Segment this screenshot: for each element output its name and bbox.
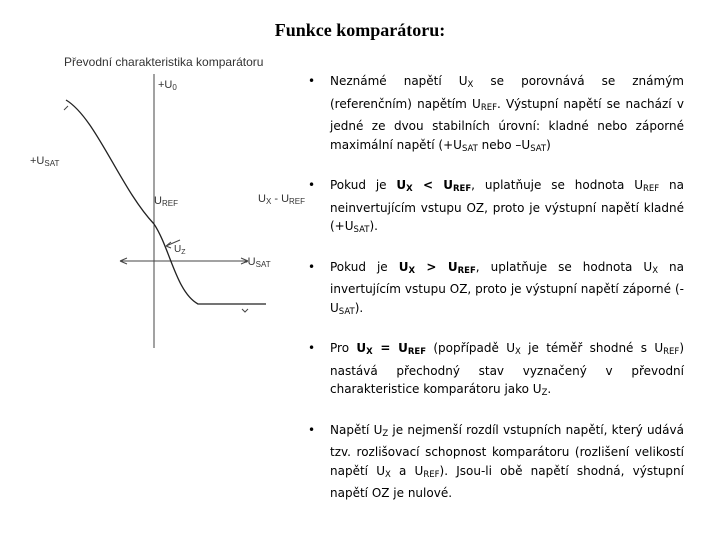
label-uz: $U_Z$	[174, 244, 186, 256]
label-plus-sat: +USAT	[30, 155, 60, 168]
figure-caption: Převodní charakteristika komparátoru	[64, 55, 264, 69]
curve-arrow-icon	[242, 309, 248, 312]
bullet-item: • Pokud je $U_X < U_{REF}$, uplatňuje se hodnota $U_{REF}$ na neinvertujícím vstupu OZ, proto je výstupní napětí kladné $(+U_{SAT})$.	[306, 176, 684, 240]
label-uref: UREF	[154, 195, 178, 208]
transfer-characteristic-figure	[8, 48, 306, 348]
bullet-item: • Neznámé napětí $U_X$ se porovnává se známým (referenčním) napětím $U_{REF}$. Výstupní napětí se nachází v jedné ze dvou stabilních úrovní: kladné nebo záporné maximální napětí ($+U_{SAT}$ nebo $-U_{SAT}$)	[306, 72, 684, 158]
transfer-characteristic-graph	[8, 48, 306, 348]
bullet-item: • Pokud je $U_X > U_{REF}$, uplatňuje se hodnota $U_X$ na invertujícím vstupu OZ, proto je výstupní napětí záporné $(-U_{SAT})$.	[306, 258, 684, 322]
label-ux-minus-uref: UX - UREF	[258, 193, 306, 206]
bullet-list	[306, 72, 684, 521]
label-top: +U0	[158, 79, 177, 92]
bullet-item: • Napětí $U_Z$ je nejmenší rozdíl vstupních napětí, který udává tzv. rozlišovací schopnost komparátoru (rozlišení velikostí napětí $U_X$ a $U_{REF}$). Jsou-li obě napětí shodná, výstupní napětí OZ je nulové.	[306, 421, 684, 503]
bullet-item: • Pro $U_X = U_{REF}$ (popřípadě $U_X$ je téměř shodné s $U_{REF}$) nastává přechodný stav vyznačený v převodní charakteristice komparátoru jako $U_Z$.	[306, 339, 684, 403]
label-minus-sat: -USAT	[244, 256, 271, 269]
page-title: Funkce komparátoru:	[274, 20, 446, 40]
curve-tick	[64, 106, 68, 110]
